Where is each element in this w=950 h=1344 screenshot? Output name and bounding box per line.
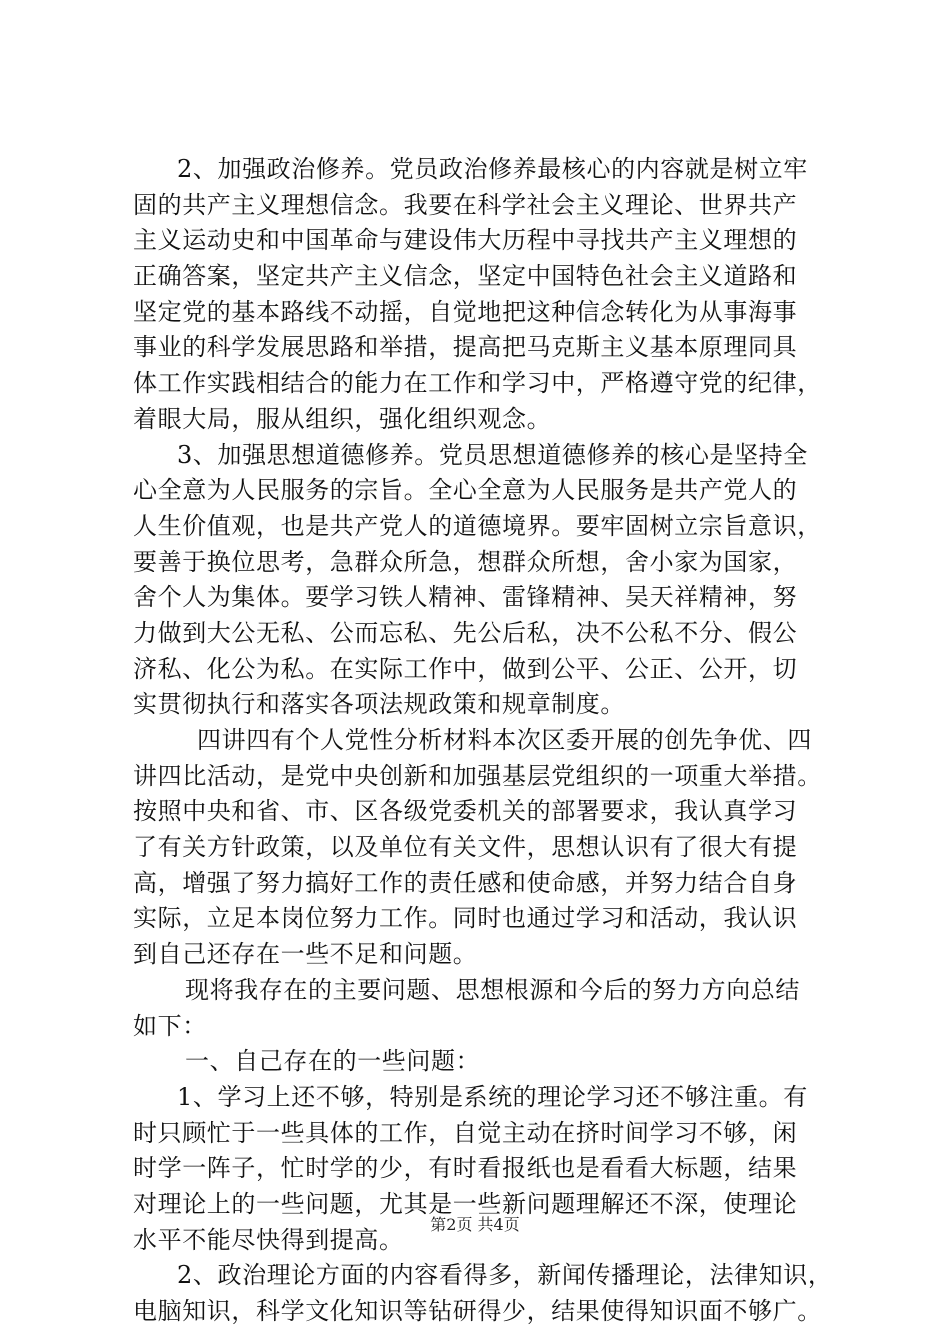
text-line: 如下： [133, 1011, 207, 1040]
text-line: 力做到大公无私、公而忘私、先公后私，决不公私不分、假公 [133, 618, 798, 647]
text-line: 着眼大局，服从组织，强化组织观念。 [133, 404, 552, 433]
text-line: 讲四比活动，是党中央创新和加强基层党组织的一项重大举措。 [133, 761, 822, 790]
text-line: 体工作实践相结合的能力在工作和学习中，严格遵守党的纪律， [133, 369, 822, 398]
text-line: 按照中央和省、市、区各级党委机关的部署要求，我认真学习 [133, 797, 798, 826]
text-line: 高，增强了努力搞好工作的责任感和使命感，并努力结合自身 [133, 868, 798, 897]
text-line: 实际，立足本岗位努力工作。同时也通过学习和活动，我认识 [133, 904, 798, 933]
text-line: 济私、化公为私。在实际工作中，做到公平、公正、公开，切 [133, 654, 798, 683]
text-line: 人生价值观，也是共产党人的道德境界。要牢固树立宗旨意识， [133, 511, 822, 540]
text-line: 实贯彻执行和落实各项法规政策和规章制度。 [133, 690, 625, 719]
text-line: 现将我存在的主要问题、思想根源和今后的努力方向总结 [185, 975, 800, 1004]
text-line: 了有关方针政策，以及单位有关文件，思想认识有了很大有提 [133, 833, 798, 862]
text-line: 对理论上的一些问题，尤其是一些新问题理解还不深，使理论 [133, 1189, 798, 1218]
text-line: 舍个人为集体。要学习铁人精神、雷锋精神、吴天祥精神，努 [133, 583, 798, 612]
text-line: 水平不能尽快得到提高。 [133, 1225, 404, 1254]
text-line: 心全意为人民服务的宗旨。全心全意为人民服务是共产党人的 [133, 476, 798, 505]
text-line: 要善于换位思考，急群众所急，想群众所想，舍小家为国家， [133, 547, 798, 576]
text-line: 时只顾忙于一些具体的工作，自觉主动在挤时间学习不够，闲 [133, 1118, 798, 1147]
text-line: 电脑知识，科学文化知识等钻研得少，结果使得知识面不够广。 [133, 1297, 822, 1325]
text-line: 四讲四有个人党性分析材料本次区委开展的创先争优、四 [197, 726, 812, 754]
page-footer: 第2页 共4页 [430, 1215, 520, 1234]
text-line: 主义运动史和中国革命与建设伟大历程中寻找共产主义理想的 [133, 226, 798, 255]
text-line: 正确答案，坚定共产主义信念，坚定中国特色社会主义道路和 [133, 262, 798, 291]
text-line: 固的共产主义理想信念。我要在科学社会主义理论、世界共产 [133, 190, 798, 219]
document-body [133, 152, 833, 1330]
text-line: 事业的科学发展思路和举措，提高把马克斯主义基本原理同具 [133, 333, 798, 362]
text-line: 时学一阵子，忙时学的少，有时看报纸也是看看大标题，结果 [133, 1154, 798, 1183]
text-line: 坚定党的基本路线不动摇，自觉地把这种信念转化为从事海事 [133, 297, 798, 326]
text-line: 2、加强政治修养。党员政治修养最核心的内容就是树立牢 [177, 155, 808, 183]
text-line: 3、加强思想道德修养。党员思想道德修养的核心是坚持全 [177, 440, 808, 469]
text-line: 1、学习上还不够，特别是系统的理论学习还不够注重。有 [177, 1082, 808, 1111]
text-line: 到自己还存在一些不足和问题。 [133, 940, 478, 969]
text-line: 一、自己存在的一些问题： [185, 1047, 481, 1076]
text-line: 2、政治理论方面的内容看得多，新闻传播理论，法律知识， [177, 1261, 833, 1290]
